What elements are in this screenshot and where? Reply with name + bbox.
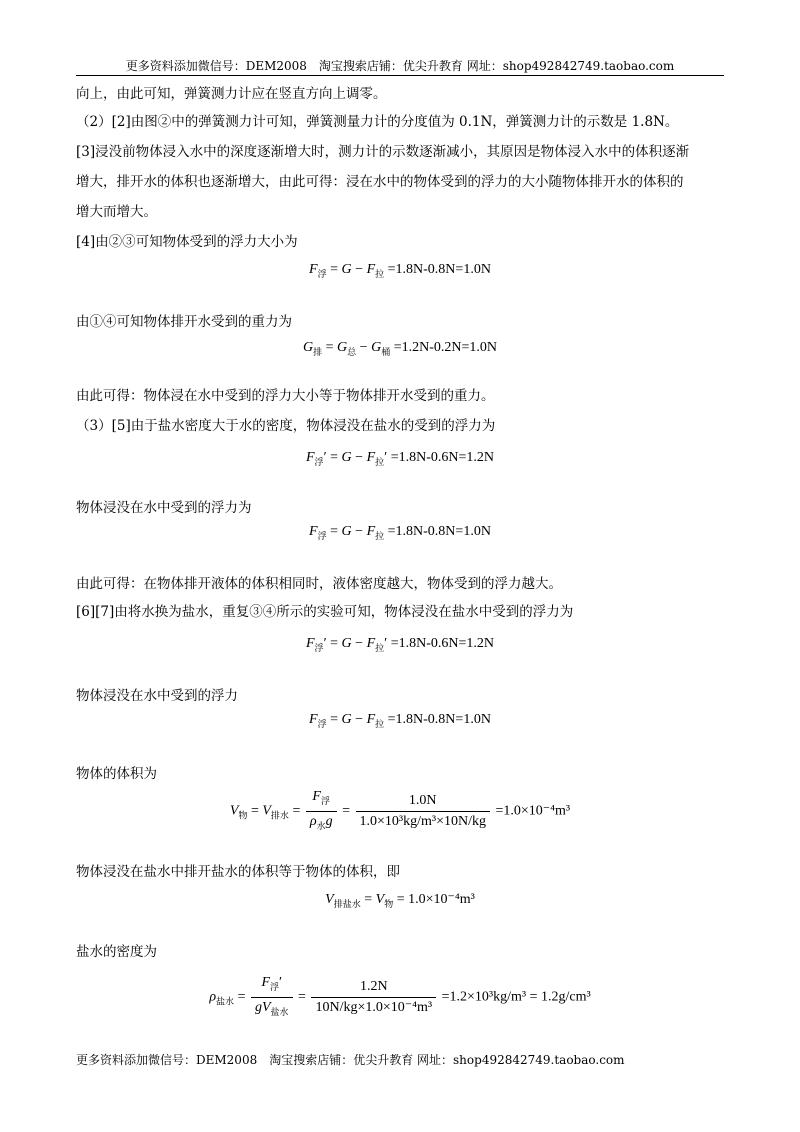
text-line-6: [4]由②③可知物体受到的浮力大小为: [76, 234, 298, 250]
text-line-12: [6][7]由将水换为盐水，重复③④所示的实验可知，物体浸没在盐水中受到的浮力为: [76, 604, 574, 620]
fraction-density-denominator: 10N/kg×1.0×10⁻⁴m³: [315, 999, 433, 1015]
fraction-volume-numerator: 1.0N: [356, 792, 490, 812]
equation-brine-volume-value: = 1.0×10⁻⁴m³: [396, 892, 475, 907]
equation-brine-volume: $V_{排盐水} = V_物 = 1.0\times 10^{-4}m^3$: [325, 892, 475, 909]
fraction-volume-denominator: 1.0×10³kg/m³×10N/kg: [359, 813, 486, 829]
text-line-1: 向上，由此可知，弹簧测力计应在竖直方向上调零。: [76, 86, 387, 102]
text-line-10: 物体浸没在水中受到的浮力为: [76, 500, 252, 516]
text-line-16: 盐水的密度为: [76, 944, 157, 960]
text-line-5: 增大而增大。: [76, 204, 157, 220]
equation-brine-buoyancy-1-value: =1.8N-0.6N=1.2N: [390, 450, 494, 465]
equation-displaced-weight-value: =1.2N-0.2N=1.0N: [393, 340, 498, 355]
equation-buoyancy-1: $F_浮 = G - F_拉 =1.8N-0.8N=1.0N$: [309, 262, 491, 279]
equation-brine-buoyancy-2-value: =1.8N-0.6N=1.2N: [390, 636, 494, 651]
fraction-volume-value: [356, 792, 490, 831]
text-line-3: [3]浸没前物体浸入水中的深度逐渐增大时，测力计的示数逐渐减小，其原因是物体浸入水中的体积逐渐: [76, 144, 690, 160]
equation-brine-buoyancy-1: $F_浮' = G - F_拉' =1.8N-0.6N=1.2N$: [305, 450, 494, 467]
equation-displaced-weight: $G_排 = G_总 - G_桶 =1.2N-0.2N=1.0N$: [302, 340, 498, 357]
text-line-11: 由此可得：在物体排开液体的体积相同时，液体密度越大，物体受到的浮力越大。: [76, 576, 562, 592]
fraction-buoyancy-over-density: $\frac{F_浮}{\rho_水g}$: [306, 788, 337, 835]
equation-brine-buoyancy-2: $F_浮' = G - F_拉' =1.8N-0.6N=1.2N$: [305, 636, 494, 653]
equation-buoyancy-3: $F_浮 = G - F_拉 =1.8N-0.8N=1.0N$: [309, 712, 491, 729]
equation-volume: $V_物 = V_{排水}$ = $\frac{F_浮}{\rho_水g}$ = $\frac{1.0N}{\text{1.0×10³kg/m³×10N/kg}}$ =1.0×10⁻⁴m³: [0, 788, 800, 835]
text-line-13: 物体浸没在水中受到的浮力: [76, 688, 238, 704]
header-divider: [76, 75, 724, 76]
fraction-density-numerator: 1.2N: [311, 978, 436, 998]
page-footer: 更多资料添加微信号：DEM2008 淘宝搜索店铺：优尖升教育 网址：shop492842749.taobao.com: [76, 1053, 625, 1067]
text-line-7: 由①④可知物体排开水受到的重力为: [76, 314, 292, 330]
text-line-15: 物体浸没在盐水中排开盐水的体积等于物体的体积，即: [76, 864, 400, 880]
text-line-2: （2）[2]由图②中的弹簧测力计可知，弹簧测量力计的分度值为 0.1N，弹簧测力计的示数是 1.8N。: [76, 114, 679, 130]
text-line-9: （3）[5]由于盐水密度大于水的密度，物体浸没在盐水的受到的浮力为: [76, 418, 496, 434]
equation-buoyancy-2-value: =1.8N-0.8N=1.0N: [387, 524, 491, 539]
text-line-4: 增大，排开水的体积也逐渐增大，由此可得：浸在水中的物体受到的浮力的大小随物体排开水的体积的: [76, 174, 684, 190]
text-line-8: 由此可得：物体浸在水中受到的浮力大小等于物体排开水受到的重力。: [76, 388, 495, 404]
text-line-14: 物体的体积为: [76, 766, 157, 782]
equation-brine-density-value: =1.2×10³kg/m³ = 1.2g/cm³: [441, 989, 591, 1005]
equation-volume-value: =1.0×10⁻⁴m³: [495, 803, 571, 819]
equation-brine-density: $\rho_{盐水}$ = $\frac{F_浮'}{gV_{盐水}}$ = $\frac{1.2N}{\text{10N/kg×1.0×10⁻⁴m³}}$ =1.2×10³kg/m³ = 1.2g/cm³: [0, 974, 800, 1021]
equation-buoyancy-1-value: =1.8N-0.8N=1.0N: [387, 262, 491, 277]
equation-buoyancy-2: $F_浮 = G - F_拉 =1.8N-0.8N=1.0N$: [309, 524, 491, 541]
fraction-density-value: [311, 978, 436, 1017]
fraction-brine-buoyancy-over-gv: $\frac{F_浮'}{gV_{盐水}}$: [251, 974, 293, 1021]
page-header: 更多资料添加微信号：DEM2008 淘宝搜索店铺：优尖升教育 网址：shop492842749.taobao.com: [125, 59, 675, 73]
equation-buoyancy-3-value: =1.8N-0.8N=1.0N: [387, 712, 491, 727]
